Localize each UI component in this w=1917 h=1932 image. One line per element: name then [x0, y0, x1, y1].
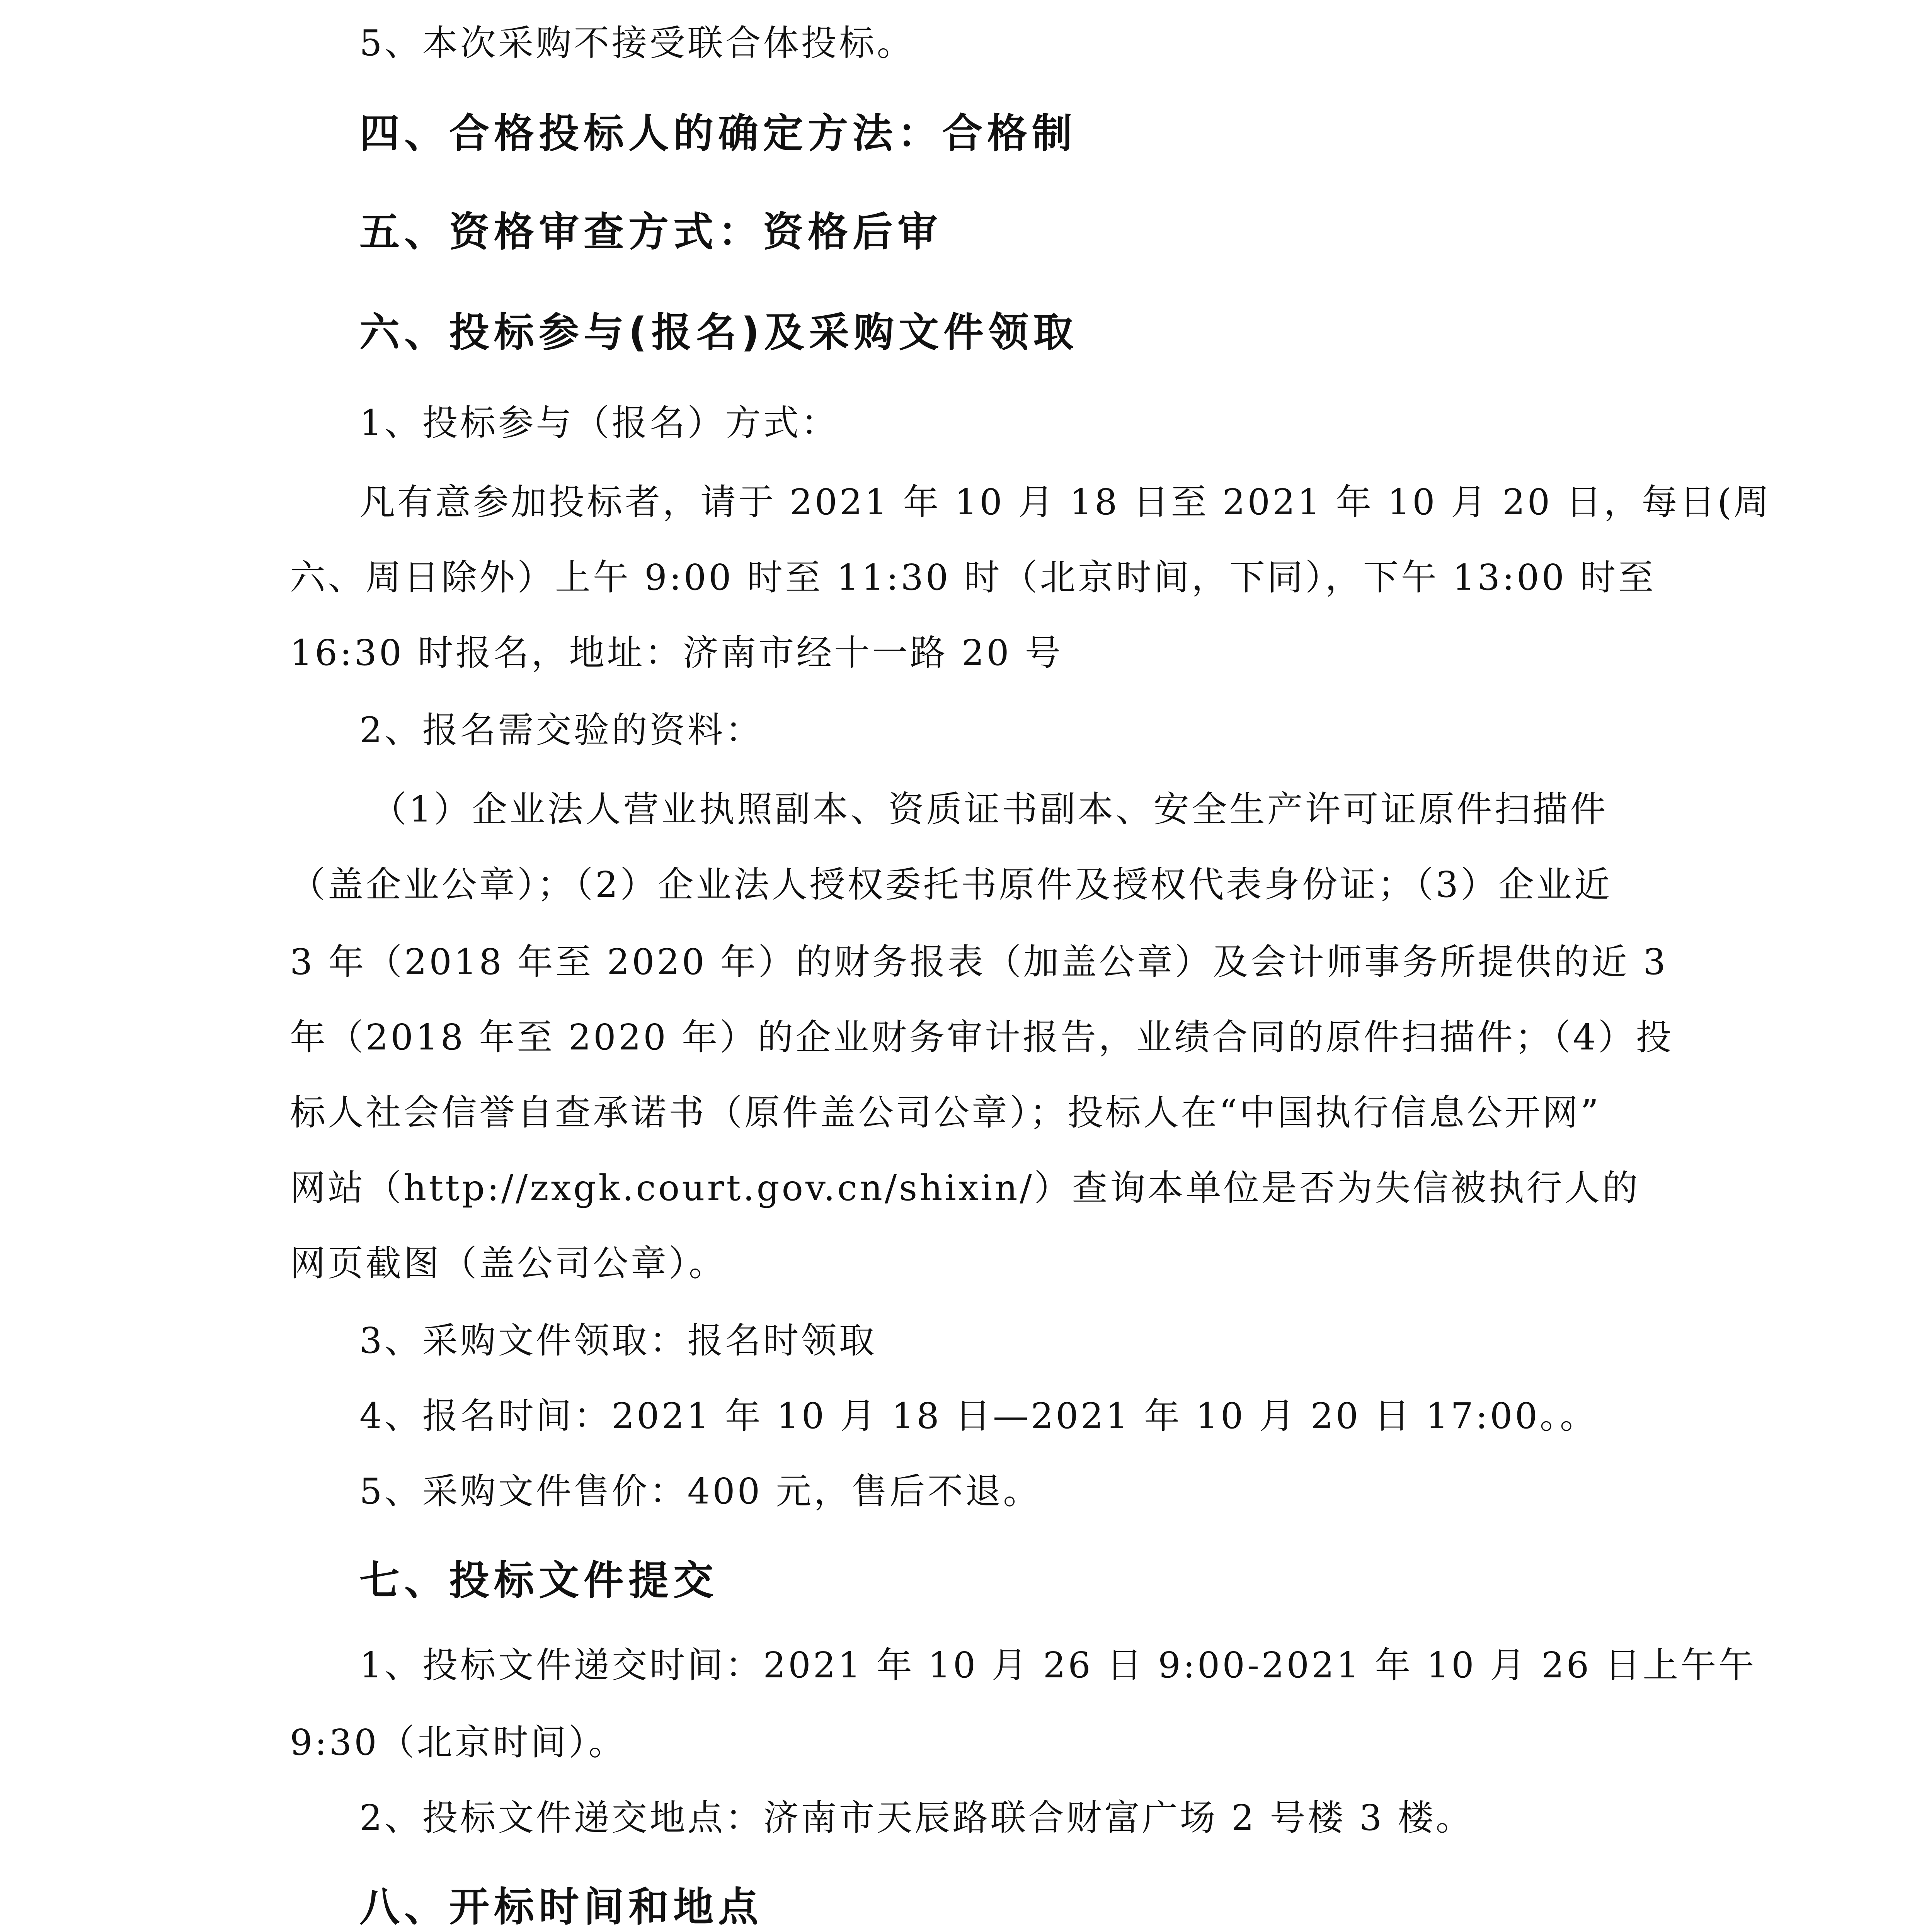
section-heading: 八、开标时间和地点	[359, 1883, 763, 1930]
text-line: 凡有意参加投标者，请于 2021 年 10 月 18 日至 2021 年 10 月 20 日，每日(周	[359, 481, 1772, 523]
text-line: 4、报名时间：2021 年 10 月 18 日—2021 年 10 月 20 日 17:00。。	[359, 1395, 1598, 1437]
text-line: 六、周日除外）上午 9:00 时至 11:30 时（北京时间，下同），下午 13:00 时至	[290, 557, 1656, 598]
text-line: （1）企业法人营业执照副本、资质证书副本、安全生产许可证原件扫描件	[371, 789, 1608, 830]
text-line: 3 年（2018 年至 2020 年）的财务报表（加盖公章）及会计师事务所提供的近 3	[290, 941, 1668, 983]
text-line: 1、投标参与（报名）方式：	[359, 402, 839, 444]
text-line: 网页截图（盖公司公章）。	[290, 1243, 727, 1284]
text-line: 5、采购文件售价：400 元，售后不退。	[359, 1471, 1041, 1512]
text-line: （盖企业公章）；（2）企业法人授权委托书原件及授权代表身份证；（3）企业近	[290, 864, 1612, 905]
text-line: 2、报名需交验的资料：	[359, 709, 763, 751]
text-line: 标人社会信誉自查承诺书（原件盖公司公章）；投标人在“中国执行信息公开网”	[290, 1092, 1601, 1133]
section-heading: 四、合格投标人的确定方法：合格制	[359, 110, 1077, 157]
section-heading: 七、投标文件提交	[359, 1557, 718, 1604]
text-line: 年（2018 年至 2020 年）的企业财务审计报告，业绩合同的原件扫描件；（4）投	[290, 1017, 1674, 1058]
text-line: 1、投标文件递交时间：2021 年 10 月 26 日 9:00-2021 年 10 月 26 日上午午	[359, 1645, 1757, 1686]
text-line: 9:30（北京时间）。	[290, 1722, 627, 1763]
text-line: 3、采购文件领取：报名时领取	[359, 1320, 877, 1361]
text-line: 网站（http://zxgk.court.gov.cn/shixin/）查询本单位是否为失信被执行人的	[290, 1167, 1640, 1209]
section-heading: 六、投标参与(报名)及采购文件领取	[359, 309, 1078, 356]
text-line: 5、本次采购不接受联合体投标。	[359, 22, 915, 64]
text-line: 2、投标文件递交地点：济南市天辰路联合财富广场 2 号楼 3 楼。	[359, 1797, 1474, 1838]
text-line: 16:30 时报名，地址：济南市经十一路 20 号	[290, 632, 1063, 673]
section-heading: 五、资格审查方式：资格后审	[359, 208, 943, 255]
